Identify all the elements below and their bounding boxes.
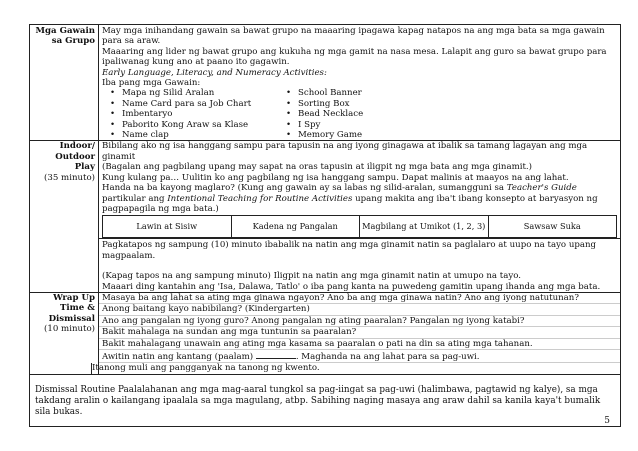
games-table xyxy=(102,215,617,238)
row-wrap-up xyxy=(30,292,621,374)
duration-text: (10 minuto) xyxy=(44,324,95,335)
row-group-activities xyxy=(30,25,621,141)
blank-line xyxy=(256,350,296,359)
activities-list xyxy=(102,88,617,140)
page-number: 5 xyxy=(604,416,610,426)
paragraph-italic: Early Language, Literacy, and Numeracy Activities: xyxy=(102,67,327,78)
paragraph: (Bagalan ang pagbilang upang may sapat na oras tapusin at iligpit ng mga bata ang mga ginamit.) xyxy=(102,162,533,173)
list-item: • Mapa ng Silid Aralan xyxy=(102,88,272,98)
list-item: • Sorting Box xyxy=(278,99,448,109)
duration-text: (35 minuto) xyxy=(44,172,95,183)
list-item: • I Spy xyxy=(278,120,448,130)
label-text: Indoor/ Outdoor Play xyxy=(55,141,95,173)
lesson-plan-table xyxy=(29,24,621,427)
dismissal-routine: Dismissal Routine Paalalahanan ang mga mag-aaral tungkol sa pag-iingat sa pag-uwi (halimbawa, pagtawid ng kalye), sa mga takdang aralin o kailangang ipaalala sa mga magulang, atbp. Sabihing naging masaya ang araw dahil sa kanila kaya't bumalik sila bukas. xyxy=(30,374,621,426)
paragraph: Iba pang mga Gawain: xyxy=(102,78,201,89)
paragraph: May mga inihandang gawain sa bawat grupo na maaaring ipagawa kapag natapos na ang mga bata sa mga gawain para sa araw. xyxy=(102,26,605,47)
play-instructions xyxy=(99,238,620,292)
paragraph: Maaari ding kantahin ang 'Isa, Dalawa, Tatlo' o iba pang kanta na puwedeng gamitin upang ihanda ang mga bata. xyxy=(102,281,601,292)
game-cell: Kadena ng Pangalan xyxy=(231,216,360,238)
list-item: • Name clap xyxy=(102,130,272,140)
list-item: • Paborito Kong Araw sa Klase xyxy=(102,120,272,130)
list-item: • Imbentaryo xyxy=(102,109,272,119)
wrap-line: Bakit mahalaga na sundan ang mga tuntunin sa paaralan? xyxy=(99,327,620,338)
paragraph: Handa na ba kayong maglaro? (Kung ang gawain ay sa labas ng silid-aralan, sumangguni sa Teacher's Guide partikular ang Intentional Teaching for Routine Activities upang makita ang iba't ibang konsepto at baryasyon ng pagpapagila ng mga bata.) xyxy=(102,183,598,214)
label-wrap-up xyxy=(30,292,99,374)
content-group-activities xyxy=(99,25,621,141)
paragraph: Pagkatapos ng sampung (10) minuto ibabalik na natin ang mga ginamit natin sa paglalaro at uupo na tayo upang magpaalam. xyxy=(102,240,597,261)
list-item: • Memory Game xyxy=(278,130,448,140)
label-indoor-outdoor-play xyxy=(30,141,99,292)
wrap-line: Masaya ba ang lahat sa ating mga ginawa ngayon? Ano ba ang mga ginawa natin? Ano ang iyong natutunan? xyxy=(99,293,620,304)
wrap-line: Awitin natin ang kantang (paalam) . Maghanda na ang lahat para sa pag-uwi. xyxy=(99,350,620,363)
paragraph: Bibilang ako ng isa hanggang sampu para tapusin na ang iyong ginagawa at ibalik sa tamang lagayan ang mga ginamit xyxy=(102,141,588,162)
row-indoor-outdoor-play xyxy=(30,141,621,292)
list-item: • Bead Necklace xyxy=(278,109,448,119)
wrap-line: Bakit mahalagang unawain ang ating mga kasama sa paaralan o pati na din sa ating mga tahanan. xyxy=(99,339,620,350)
label-text: Wrap Up Time & Dismissal xyxy=(48,292,95,324)
row-dismissal xyxy=(30,374,621,426)
list-item: • School Banner xyxy=(278,88,448,98)
list-item: • Name Card para sa Job Chart xyxy=(102,99,272,109)
wrap-line: Anong baitang kayo nabibilang? (Kindergarten) xyxy=(99,304,620,315)
wrap-line: Ano ang pangalan ng iyong guro? Anong pangalan ng ating paaralan? Pangalan ng iyong katabi? xyxy=(99,316,620,327)
paragraph: Maaaring ang lider ng bawat grupo ang kukuha ng mga gamit na nasa mesa. Lalapit ang guro sa bawat grupo para ipaliwanag kung ano at paano ito gagawin. xyxy=(102,46,607,68)
game-cell: Lawin at Sisiw xyxy=(103,216,232,238)
game-cell: Magbilang at Umikot (1, 2, 3) xyxy=(360,216,489,238)
game-cell: Sawsaw Suka xyxy=(488,216,617,238)
wrap-line: Itanong muli ang pangganyak na tanong ng kwento. xyxy=(91,363,620,373)
paragraph: (Kapag tapos na ang sampung minuto) Iligpit na natin ang mga ginamit natin at umupo na tayo. xyxy=(102,271,521,282)
content-indoor-outdoor-play xyxy=(99,141,621,292)
content-wrap-up xyxy=(92,292,621,374)
paragraph: Kung kulang pa… Uulitin ko ang pagbilang ng isa hanggang sampu. Dapat malinis at maayos na ang lahat. xyxy=(102,172,569,183)
label-group-activities: Mga Gawain sa Grupo xyxy=(30,25,99,141)
